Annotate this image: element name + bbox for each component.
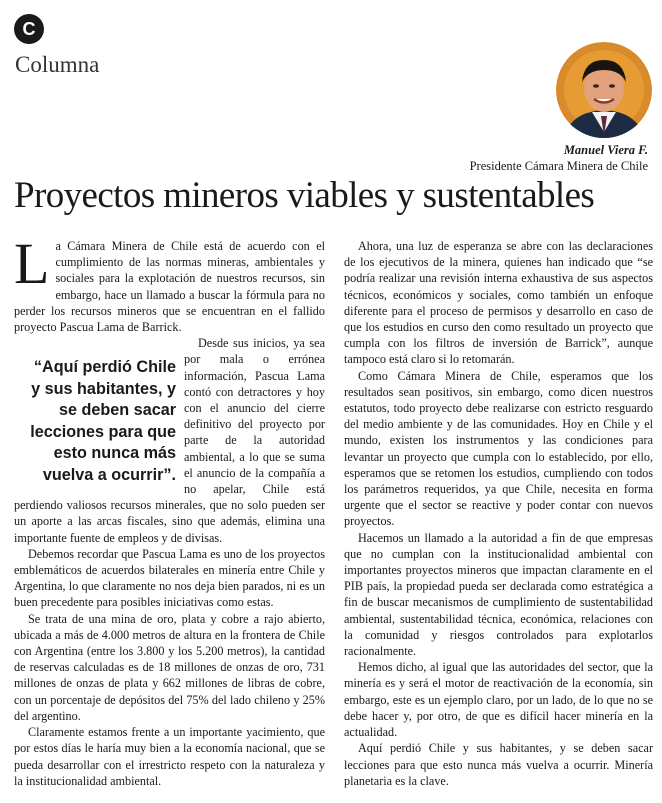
paragraph: Ahora, una luz de esperanza se abre con las declaraciones de los ejecutivos de la minera, quienes han indicado que “se podría realizar una revisión interna exhaustiva de sus aspectos técnicos, económicos y sociales, como también un enfoque diferente para el proceso de permisos y desarrollo en caso de que los estudios en curso den como resultado un proyecto que cumpla con los filtros de inversión de Barrick”, aunque tampoco está claro si lo retomarán.	[344, 239, 653, 367]
paragraph: Hacemos un llamado a la autoridad a fin de que empresas que no cumplan con la institucionalidad ambiental con importantes proyectos mineros que impactan claramente en el PIB país, la propiedad pueda ser declarada como estratégica a fin de buscar mecanismos de cumplimiento de sustentabilidad ambiental, sustentabilidad técnica, económica, relaciones con la comunidad y riesgos controlados para explotarlos racionalmente.	[344, 530, 653, 659]
author-role: Presidente Cámara Minera de Chile	[469, 159, 648, 173]
drop-cap: L	[14, 231, 50, 296]
paragraph: Claramente estamos frente a un importante yacimiento, que por estos días le haría muy bien a la economía nacional, que se pueda desarrollar con el irrestricto respeto con la naturaleza y la institucionalidad ambiental.	[14, 725, 325, 788]
section-badge: C	[14, 14, 44, 44]
paragraph: “Aquí perdió Chile y sus habitantes, y se deben sacar lecciones para que esto nunca más vuelva a ocurrir”. Desde sus inicios, ya sea por mala o errónea información, Pascua Lama contó con detractores y hoy con el anuncio del cierre definitivo del proyecto por parte de la autoridad ambiental, a lo que se suma el anuncio de la compañía a no apelar, Chile está perdiendo valiosos recursos minerales, que no solo pueden ser un aporte a las arcas fiscales, sino que además, elimina una importante fuente de empleos y de divisas.	[14, 336, 325, 545]
paragraph: Se trata de una mina de oro, plata y cobre a rajo abierto, ubicada a más de 4.000 metros de altura en la frontera de Chile con Argentina (entre los 3.800 y los 5.200 metros), la cantidad de reservas calculadas es de 18 millones de onzas de oro, 731 millones de onzas de plata y 662 millones de libras de cobre, con un porcentaje de depósitos del 75% del lado chileno y 25% del argentino.	[14, 611, 325, 723]
pull-quote: “Aquí perdió Chile y sus habitantes, y se deben sacar lecciones para que esto nunca más vuelva a ocurrir”.	[30, 358, 176, 484]
paragraph: Debemos recordar que Pascua Lama es uno de los proyectos emblemáticos de acuerdos bilaterales en minería entre Chile y Argentina, lo que claramente no nos deja bien parados, ni es un buen precedente para posibles iniciativas como estas.	[14, 546, 325, 610]
section-label: Columna	[15, 52, 100, 77]
author-photo	[556, 42, 652, 138]
paragraph: La Cámara Minera de Chile está de acuerdo con el cumplimiento de las normas mineras, ambientales y sociales para la explotación de nuestros recursos, sin embargo, hace un llamado a buscar la fórmula para no perder los recursos mineros que se encuentran en el fallido proyecto Pascua Lama de Barrick.	[14, 231, 325, 335]
paragraph: Hemos dicho, al igual que las autoridades del sector, que la minería es y será el motor de reactivación de la economía, sin embargo, este es un ejemplo claro, por un lado, de lo que no se debe hacer y, por otro, de que es difícil hacer minería en la actualidad.	[344, 660, 653, 740]
paragraph: Aquí perdió Chile y sus habitantes, y se deben sacar lecciones para que esto nunca más vuelva a ocurrir. Minería planetaria es la clave.	[344, 741, 653, 788]
headline: Proyectos mineros viables y sustentables	[14, 175, 595, 216]
author-name: Manuel Viera F.	[563, 143, 648, 157]
paragraph: Como Cámara Minera de Chile, esperamos que los resultados sean positivos, sin embargo, como dicen nuestros estatutos, todo proyecto debe realizarse con estricto resguardo del medio ambiente y de las comunidades. Hoy en Chile y el mundo, existen los instrumentos y las condiciones para levantar un proyecto que cumpla con lo establecido, por ello, esperamos que se retomen los estudios, cumpliendo con todos los parámetros requeridos, ya que Chile, necesita en forma urgente que el sector se reactive y poder contar con nuevos proyectos.	[344, 368, 653, 529]
article-column-left	[14, 231, 325, 789]
article-column-right	[344, 238, 653, 789]
